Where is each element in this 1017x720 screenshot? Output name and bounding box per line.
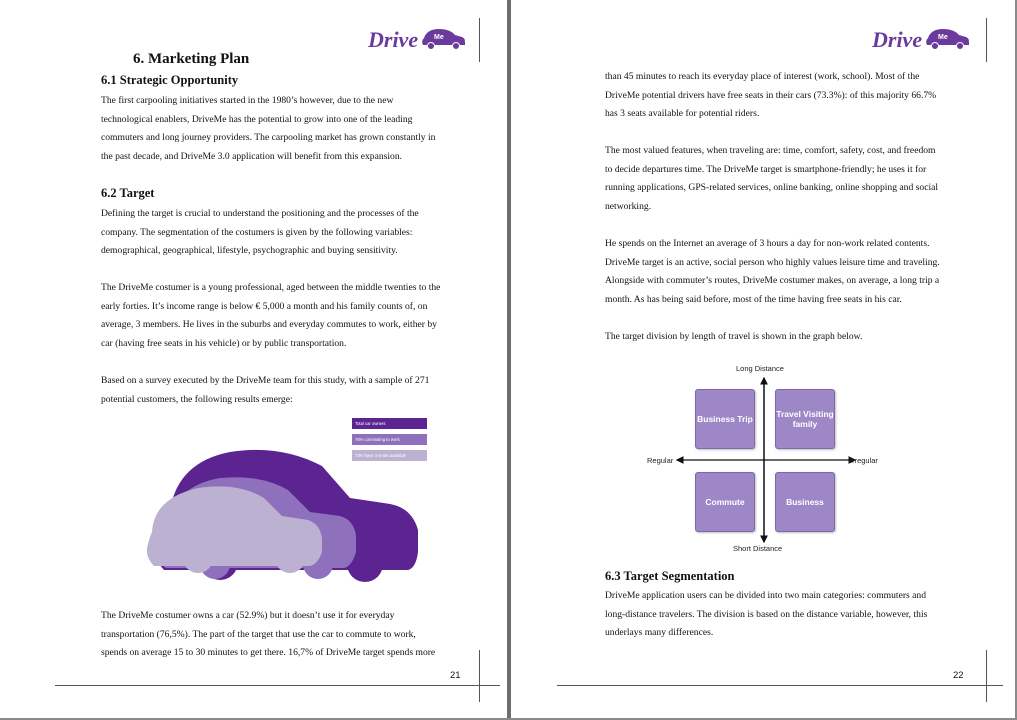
paragraph-target-segmentation: DriveMe application users can be divided into two main categories: commuters and long-distance travelers. The division is based on the distance variable, however, this underlays many differences. — [605, 590, 928, 639]
quadrant-business: Business — [775, 472, 835, 532]
page-title: 6. Marketing Plan — [133, 51, 250, 67]
quadrant-travel-visiting-family: Travel Visiting family — [775, 389, 835, 449]
logo-text: Drive — [872, 27, 923, 52]
crop-mark — [557, 685, 1003, 686]
chart-legend-commuting: 76% commuting to work — [352, 434, 427, 445]
page-22 — [511, 0, 1017, 720]
axis-label-irregular: Irregular — [850, 456, 878, 465]
quadrant-commute: Commute — [695, 472, 755, 532]
paragraph-commute-time: than 45 minutes to reach its everyday place of interest (work, school). Most of the DriveMe potential drivers have free seats in their cars (73.3%): of this majority 66.7% has 3 seats available for potential riders. — [605, 71, 937, 120]
paragraph-car-ownership: The DriveMe costumer owns a car (52.9%) but it doesn’t use it for everyday transportation (76,5%). The part of the target that use the car to commute to work, spends on average 15 to 30 minutes to get there. 16,7% of DriveMe target spends more — [101, 610, 436, 659]
logo-text: Drive — [368, 27, 419, 52]
paragraph-survey: Based on a survey executed by the DriveMe team for this study, with a sample of 271 potential customers, the following results emerge: — [101, 375, 430, 405]
crop-mark — [986, 650, 987, 702]
quadrant-business-trip: Business Trip — [695, 389, 755, 449]
axis-label-long-distance: Long Distance — [736, 364, 784, 373]
crop-mark — [479, 18, 480, 62]
page-21 — [0, 0, 507, 720]
crop-mark — [986, 18, 987, 62]
section-heading-6-1: 6.1 Strategic Opportunity — [101, 73, 239, 87]
paragraph-valued-features: The most valued features, when traveling are: time, comfort, safety, cost, and freedom to decide departures time. The DriveMe target is smartphone-friendly; he uses it for running applications, GPS-related services, online banking, online shopping and social networking. — [605, 145, 939, 212]
page-number: 22 — [953, 670, 964, 681]
car-infographic — [140, 440, 430, 585]
paragraph-graph-intro: The target division by length of travel is shown in the graph below. — [605, 331, 863, 342]
chart-legend-seats: 73% have 3 seats available — [352, 450, 427, 461]
paragraph-strategic-opportunity: The first carpooling initiatives started in the 1980’s however, due to the new technological enablers, DriveMe has the potential to grow into one of the leading commuters and long journey providers. The carpooling market has grown constantly in the past decade, and DriveMe 3.0 application will benefit from this expansion. — [101, 95, 436, 162]
driveme-logo — [367, 26, 467, 54]
section-heading-6-2: 6.2 Target — [101, 186, 155, 200]
section-heading-6-3: 6.3 Target Segmentation — [605, 569, 735, 583]
axis-label-regular: Regular — [647, 456, 674, 465]
axis-label-short-distance: Short Distance — [733, 544, 783, 553]
crop-mark — [479, 650, 480, 702]
paragraph-target-definition: Defining the target is crucial to understand the positioning and the processes of the company. The segmentation of the costumers is given by the following variables: demographical, geographical, lifestyle, psychographic and buying sensitivity. — [101, 208, 419, 257]
paragraph-costumer-profile: The DriveMe costumer is a young professional, aged between the middle twenties to the early forties. It’s income range is below € 5,000 a month and his family counts of, on average, 3 members. He lives in the suburbs and everyday commutes to work, either by car (having free seats in his vehicle) or by public transportation. — [101, 282, 441, 349]
logo-superscript: Me — [434, 34, 444, 41]
chart-legend-total-car-owners: Total car owners — [352, 418, 427, 429]
page-number: 21 — [450, 670, 461, 681]
logo-superscript: Me — [938, 34, 948, 41]
paragraph-internet-use: He spends on the Internet an average of 3 hours a day for non-work related contents. DriveMe target is an active, social person who highly values leisure time and traveling. Alongside with commuter’s routes, DriveMe costumer makes, on average, a long trip a month. As has being said before, most of the time having free seats in his car. — [605, 238, 940, 305]
driveme-logo — [871, 26, 971, 54]
crop-mark — [55, 685, 500, 686]
